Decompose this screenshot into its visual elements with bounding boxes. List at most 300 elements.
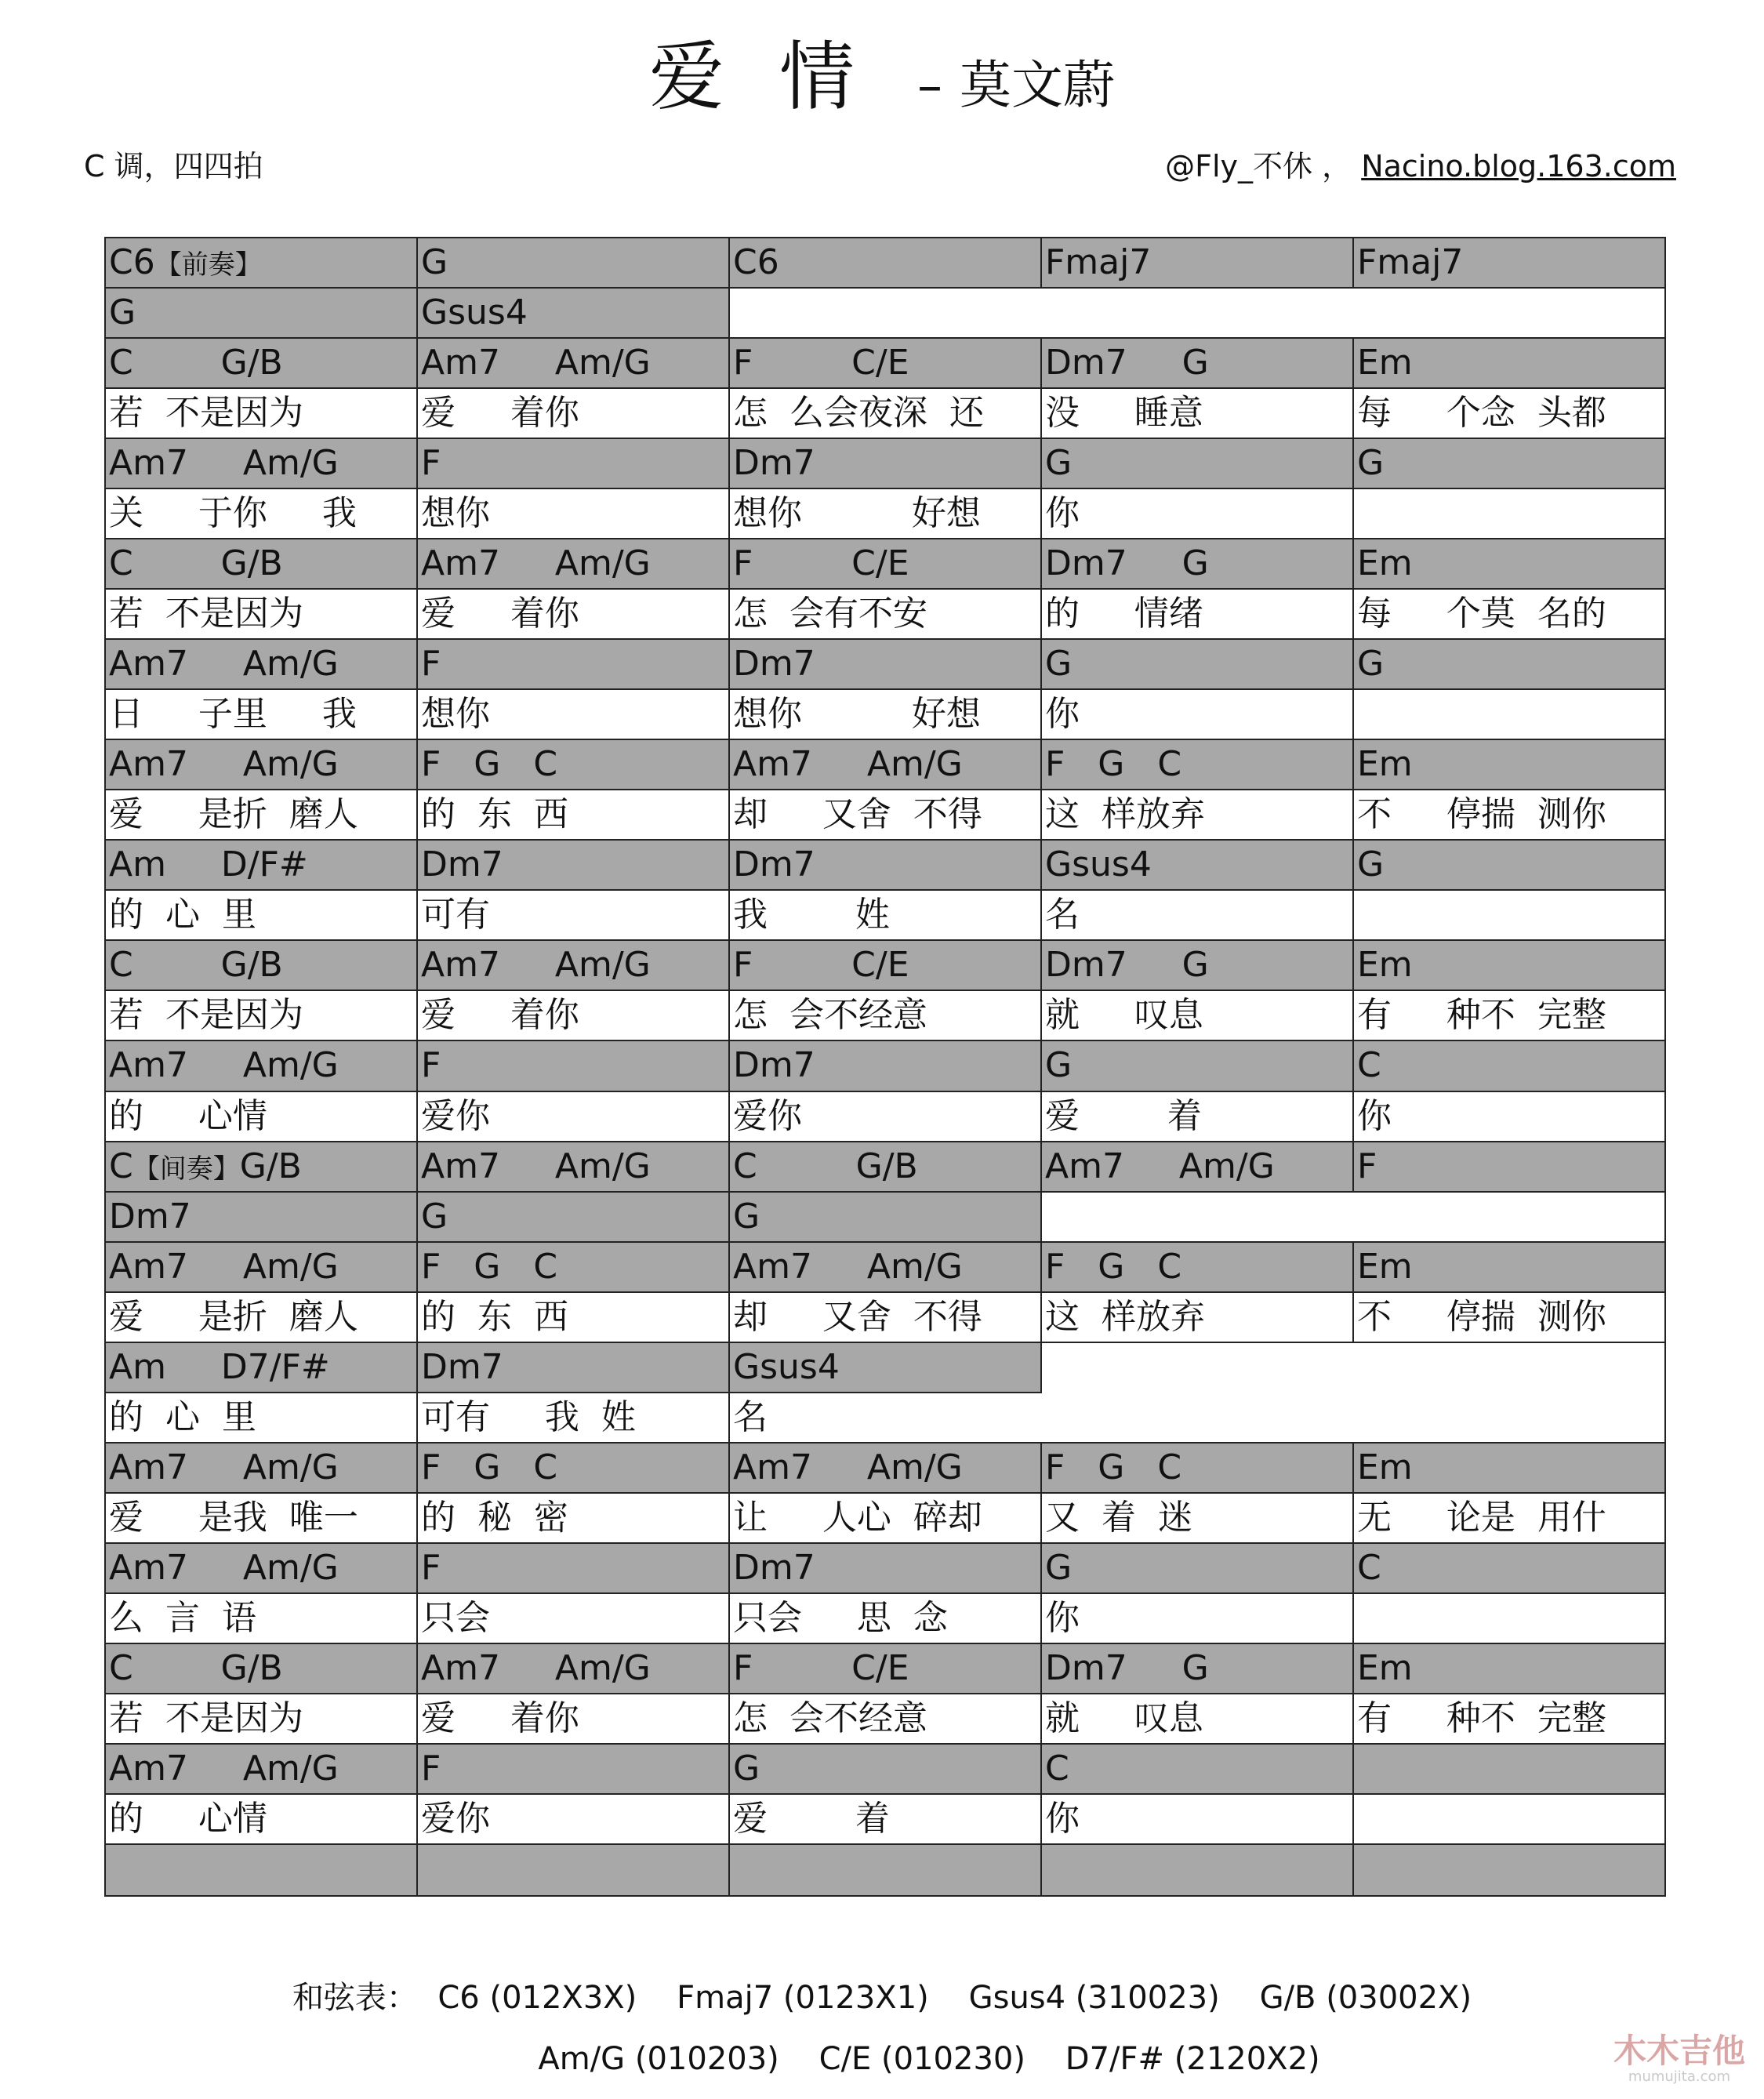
lyric-text: 若 不是因为 <box>109 393 303 434</box>
lyric-cell <box>730 489 1042 539</box>
lyric-text: 只会 思 念 <box>733 1597 948 1638</box>
chord-table-line-1: 和弦表： C6 (012X3X) Fmaj7 (0123X1) Gsus4 (310023) G/B (03002X) <box>292 1980 1472 2016</box>
lyric-text: 没 睡意 <box>1045 393 1203 434</box>
sheet-row <box>106 1343 1664 1393</box>
lyric-cell <box>730 991 1042 1041</box>
chord-cell <box>418 238 730 289</box>
chord-name: G/B <box>239 1146 302 1186</box>
sheet-row <box>106 539 1664 590</box>
lyric-text: 你 <box>1045 694 1080 735</box>
sheet-row <box>106 841 1664 891</box>
chord-cell <box>106 1444 418 1494</box>
lyric-cell <box>1042 1795 1354 1845</box>
lyric-text: 么 言 语 <box>109 1597 256 1638</box>
lyric-cell <box>418 1494 730 1544</box>
lyric-cell <box>1042 1694 1354 1745</box>
chord-cell <box>1042 439 1354 489</box>
lyric-text: 只会 <box>421 1597 490 1638</box>
chord-name: Am7 Am/G <box>109 744 339 785</box>
chord-cell <box>730 1142 1042 1193</box>
lyric-text: 怎 会不经意 <box>733 1698 927 1738</box>
lyric-cell <box>1354 1795 1664 1845</box>
artist-name: 莫文蔚 <box>960 55 1115 115</box>
chord-cell <box>730 1041 1042 1091</box>
sheet-row <box>106 238 1664 289</box>
lyric-text: 爱 着 <box>733 1798 890 1839</box>
lyric-cell <box>1354 1092 1664 1142</box>
chord-cell <box>730 439 1042 489</box>
lyric-cell <box>106 1293 418 1343</box>
sheet-row <box>106 1293 1664 1343</box>
lyric-text: 你 <box>1045 1798 1080 1839</box>
lyric-cell <box>106 1594 418 1644</box>
chord-cell <box>730 740 1042 790</box>
lyric-cell <box>418 1393 730 1444</box>
chord-name: F G C <box>1045 1447 1182 1487</box>
chord-cell <box>1042 941 1354 991</box>
chord-name: Am7 Am/G <box>733 1246 963 1287</box>
lyric-text: 却 又舍 不得 <box>733 794 982 835</box>
chord-cell <box>1354 1745 1664 1795</box>
lyric-cell <box>106 690 418 740</box>
chord-name: G <box>1357 644 1385 685</box>
chord-name: G <box>733 1748 760 1789</box>
sheet-row <box>106 1494 1664 1544</box>
section-tag: 【间奏】 <box>132 1153 240 1185</box>
chord-name: G <box>1045 1547 1073 1588</box>
chord-name: Fmaj7 <box>1357 242 1464 282</box>
lyric-cell <box>1042 991 1354 1041</box>
sheet-row <box>106 1745 1664 1795</box>
lyric-text: 无 论是 用什 <box>1357 1497 1606 1538</box>
lyric-text: 爱你 <box>421 1798 490 1839</box>
lyric-text: 你 <box>1357 1095 1392 1136</box>
chord-cell <box>1042 1243 1354 1293</box>
chord-cell <box>1042 1745 1354 1795</box>
chord-name: Am7 Am/G <box>421 1647 651 1688</box>
chord-name: Gsus4 <box>1045 844 1152 885</box>
chord-name: Em <box>1357 343 1413 383</box>
chord-cell <box>418 740 730 790</box>
lyric-cell <box>1354 690 1664 740</box>
lyric-text: 怎 么会夜深 还 <box>733 393 984 434</box>
chord-name: Gsus4 <box>733 1346 840 1387</box>
lyric-cell <box>730 289 1664 339</box>
watermark-logo <box>1613 2033 1745 2085</box>
lyric-text: 爱 着 <box>1045 1095 1202 1136</box>
chord-name: Em <box>1357 1447 1413 1487</box>
chord-cell <box>1042 238 1354 289</box>
chord-name: Dm7 G <box>1045 543 1209 584</box>
chord-name: Am7 Am/G <box>109 443 339 484</box>
lyric-cell <box>1354 991 1664 1041</box>
chord-name: G <box>733 1196 760 1237</box>
sheet-row <box>106 439 1664 489</box>
chord-cell <box>730 1444 1042 1494</box>
chord-cell <box>1042 1444 1354 1494</box>
chord-name: G <box>1357 443 1385 484</box>
chord-cell <box>1354 539 1664 590</box>
lyric-text: 又 着 迷 <box>1045 1497 1192 1538</box>
chord-cell <box>418 941 730 991</box>
chord-cell <box>106 841 418 891</box>
lyric-cell <box>418 690 730 740</box>
lyric-text: 你 <box>1045 1597 1080 1638</box>
chord-name: F G C <box>1045 744 1182 785</box>
chord-cell <box>106 238 418 289</box>
lyric-cell <box>418 389 730 439</box>
lyric-cell <box>1042 590 1354 640</box>
chord-cell <box>418 1644 730 1694</box>
chord-cell <box>730 640 1042 690</box>
lyric-text: 怎 会不经意 <box>733 995 927 1036</box>
lyric-cell <box>418 891 730 941</box>
chord-name: G <box>1045 644 1073 685</box>
lyric-cell <box>1354 1494 1664 1544</box>
lyric-text: 的 心 里 <box>109 1396 256 1437</box>
chord-cell <box>106 539 418 590</box>
chord-name: Am7 Am/G <box>109 1547 339 1588</box>
sheet-row <box>106 289 1664 339</box>
chord-name: Am7 Am/G <box>733 744 963 785</box>
lyric-cell <box>418 590 730 640</box>
chord-cell <box>1354 941 1664 991</box>
chord-cell <box>106 1243 418 1293</box>
chord-cell <box>106 439 418 489</box>
lyric-cell <box>106 1494 418 1544</box>
lyric-cell <box>730 1694 1042 1745</box>
chord-name: Am7 Am/G <box>109 1045 339 1086</box>
chord-name: Dm7 <box>733 844 815 885</box>
lyric-cell <box>730 1594 1042 1644</box>
chord-cell <box>1354 238 1664 289</box>
lyric-text: 却 又舍 不得 <box>733 1296 982 1337</box>
chord-name: Dm7 <box>421 1346 503 1387</box>
lyric-text: 怎 会有不安 <box>733 594 927 634</box>
chord-name: Fmaj7 <box>1045 242 1152 282</box>
chord-cell <box>418 1544 730 1594</box>
lyric-text: 爱 着你 <box>421 594 579 634</box>
lyric-text: 有 种不 完整 <box>1357 1698 1606 1738</box>
chord-cell <box>418 339 730 389</box>
chord-cell <box>730 238 1042 289</box>
chord-name: C <box>1357 1045 1381 1086</box>
lyric-cell <box>418 1092 730 1142</box>
chord-cell <box>418 640 730 690</box>
lyric-cell <box>1354 1594 1664 1644</box>
lyric-cell <box>1354 891 1664 941</box>
chord-cell <box>730 1544 1042 1594</box>
lyric-cell <box>1042 1343 1664 1444</box>
key-time-signature: C 调，四四拍 <box>84 149 263 183</box>
chord-name: Em <box>1357 945 1413 986</box>
chord-name: Am7 Am/G <box>109 1748 339 1789</box>
chord-cell <box>1042 841 1354 891</box>
chord-name: C <box>109 1146 133 1186</box>
chord-cell <box>1042 1644 1354 1694</box>
chord-cell <box>730 339 1042 389</box>
lyric-cell <box>1042 1494 1354 1544</box>
chord-cell <box>1354 1544 1664 1594</box>
lyric-cell <box>730 1293 1042 1343</box>
lyric-cell <box>730 790 1042 841</box>
lyric-text: 不 停揣 测你 <box>1357 794 1606 835</box>
author-name: @Fly_不休 ， <box>1165 149 1352 183</box>
chord-name: G <box>421 1196 448 1237</box>
chord-name: C6 <box>733 242 779 282</box>
chord-name: C G/B <box>109 543 283 584</box>
author-site-link[interactable]: Nacino.blog.163.com <box>1361 149 1676 183</box>
chord-name: F G C <box>421 744 558 785</box>
chord-cell <box>106 289 418 339</box>
chord-name: Dm7 G <box>1045 1647 1209 1688</box>
chord-name: Am D/F# <box>109 844 308 885</box>
lyric-text: 这 样放弃 <box>1045 1296 1205 1337</box>
chord-name: F C/E <box>733 543 909 584</box>
title-dash: – <box>917 57 942 115</box>
lyric-cell <box>730 690 1042 740</box>
chord-cell <box>1354 1041 1664 1091</box>
chord-cell <box>418 539 730 590</box>
chord-name: Am D7/F# <box>109 1346 330 1387</box>
sheet-row <box>106 790 1664 841</box>
lyric-cell <box>1042 1594 1354 1644</box>
lyric-text: 若 不是因为 <box>109 995 303 1036</box>
lyric-cell <box>106 1393 418 1444</box>
sheet-row <box>106 690 1664 740</box>
lyric-text: 爱你 <box>421 1095 490 1136</box>
chord-name: Am7 Am/G <box>421 945 651 986</box>
chord-cell <box>418 1243 730 1293</box>
chord-cell <box>730 1745 1042 1795</box>
chord-cell <box>1354 1644 1664 1694</box>
sheet-row <box>106 389 1664 439</box>
lyric-text: 可有 我 姓 <box>421 1396 636 1437</box>
chord-name: F <box>421 1748 441 1789</box>
chord-cell <box>1042 1845 1354 1895</box>
chord-cell <box>106 1544 418 1594</box>
lyric-text: 若 不是因为 <box>109 594 303 634</box>
lyric-cell <box>106 991 418 1041</box>
chord-name: F <box>421 644 441 685</box>
sheet-row <box>106 640 1664 690</box>
chord-name: Dm7 <box>733 1547 815 1588</box>
chord-name: C <box>1357 1547 1381 1588</box>
lyric-text: 名 <box>733 1396 768 1437</box>
chord-cell <box>1354 841 1664 891</box>
lyric-text: 我 姓 <box>733 895 890 935</box>
chord-name: Am7 Am/G <box>109 1447 339 1487</box>
chord-cell <box>730 1845 1042 1895</box>
chord-cell <box>106 1343 418 1393</box>
chord-name: Dm7 <box>733 1045 815 1086</box>
sheet-row <box>106 1142 1664 1193</box>
chord-cell <box>1354 1142 1664 1193</box>
lyric-cell <box>1354 1694 1664 1745</box>
chord-cell <box>1354 740 1664 790</box>
chord-name: Am7 Am/G <box>109 644 339 685</box>
sheet-row <box>106 1193 1664 1243</box>
lyric-cell <box>1354 489 1664 539</box>
chord-name: C G/B <box>109 343 283 383</box>
lyric-cell <box>106 1795 418 1845</box>
lyric-text: 的 秘 密 <box>421 1497 568 1538</box>
chord-cell <box>418 1444 730 1494</box>
sheet-row <box>106 590 1664 640</box>
chord-name: Gsus4 <box>421 292 528 333</box>
chord-name: Em <box>1357 543 1413 584</box>
lyric-text: 可有 <box>421 895 490 935</box>
chord-cell <box>730 1243 1042 1293</box>
chord-name: Am7 Am/G <box>421 1146 651 1186</box>
lyric-text: 你 <box>1045 493 1080 534</box>
sheet-row <box>106 1694 1664 1745</box>
lyric-cell <box>106 389 418 439</box>
chord-cell <box>418 289 730 339</box>
sheet-row <box>106 1041 1664 1091</box>
watermark-sub: mumujita.com <box>1628 2068 1731 2085</box>
sheet-row <box>106 1594 1664 1644</box>
chord-name: F C/E <box>733 1647 909 1688</box>
chord-cell <box>418 1193 730 1243</box>
lyric-text: 每 个莫 名的 <box>1357 594 1606 634</box>
chord-cell <box>1042 1142 1354 1193</box>
lyric-text: 就 叹息 <box>1045 995 1203 1036</box>
lyric-cell <box>730 1393 1042 1444</box>
lyric-text: 爱 是折 磨人 <box>109 1296 358 1337</box>
lyric-cell <box>1042 891 1354 941</box>
lyric-cell <box>1354 790 1664 841</box>
chord-cell <box>106 740 418 790</box>
chord-cell <box>418 1845 730 1895</box>
sheet-row <box>106 489 1664 539</box>
chord-name: Am7 Am/G <box>421 343 651 383</box>
song-title-line <box>0 30 1764 133</box>
lyric-cell <box>1042 790 1354 841</box>
lyric-cell <box>418 1694 730 1745</box>
lyric-cell <box>730 1795 1042 1845</box>
chord-cell <box>1042 339 1354 389</box>
sheet-row <box>106 891 1664 941</box>
sheet-row <box>106 991 1664 1041</box>
sheet-row <box>106 1092 1664 1142</box>
chord-name: C G/B <box>109 1647 283 1688</box>
lyric-cell <box>1354 590 1664 640</box>
lyric-cell <box>106 1092 418 1142</box>
chord-name: Em <box>1357 744 1413 785</box>
chord-name: G <box>421 242 448 282</box>
lyric-text: 关 于你 我 <box>109 493 357 534</box>
lyric-text: 不 停揣 测你 <box>1357 1296 1606 1337</box>
chord-cell <box>1354 1444 1664 1494</box>
sheet-row <box>106 1243 1664 1293</box>
lyric-cell <box>418 991 730 1041</box>
sheet-row <box>106 1795 1664 1845</box>
chord-cell <box>1354 439 1664 489</box>
sheet-row <box>106 339 1664 389</box>
lyric-cell <box>106 1694 418 1745</box>
chord-name: Dm7 G <box>1045 343 1209 383</box>
chord-cell <box>1042 640 1354 690</box>
lyric-text: 的 东 西 <box>421 794 568 835</box>
lyric-text: 想你 好想 <box>733 694 981 735</box>
chord-name: C G/B <box>109 945 283 986</box>
lyric-text: 爱 着你 <box>421 995 579 1036</box>
chord-name: Em <box>1357 1246 1413 1287</box>
chord-cell <box>418 1343 730 1393</box>
lyric-text: 的 心情 <box>109 1095 267 1136</box>
chord-cell <box>106 1644 418 1694</box>
lyric-cell <box>1042 1293 1354 1343</box>
lyric-text: 爱你 <box>733 1095 802 1136</box>
lyric-text: 日 子里 我 <box>109 694 357 735</box>
lyric-cell <box>730 1092 1042 1142</box>
chord-name: F <box>421 1547 441 1588</box>
chord-name: Em <box>1357 1647 1413 1688</box>
lyric-cell <box>730 891 1042 941</box>
lyric-text: 爱 着你 <box>421 1698 579 1738</box>
song-title: 爱情 <box>649 33 909 121</box>
lyric-text: 想你 <box>421 694 490 735</box>
lyric-cell <box>1042 389 1354 439</box>
sheet-row <box>106 1845 1664 1895</box>
lyric-text: 想你 好想 <box>733 493 981 534</box>
lyric-text: 爱 是我 唯一 <box>109 1497 358 1538</box>
chord-cell <box>106 1745 418 1795</box>
lyric-text: 想你 <box>421 493 490 534</box>
lyric-cell <box>730 590 1042 640</box>
chord-name: Dm7 <box>109 1196 191 1237</box>
lyric-cell <box>730 389 1042 439</box>
lyric-cell <box>418 1795 730 1845</box>
lyric-text: 的 东 西 <box>421 1296 568 1337</box>
lyric-text: 的 心 里 <box>109 895 256 935</box>
chord-name: C6 <box>109 242 155 282</box>
lyric-cell <box>1042 1092 1354 1142</box>
chord-cell <box>1354 1243 1664 1293</box>
lyric-cell <box>106 790 418 841</box>
author-credit <box>1165 146 1676 187</box>
chord-cell <box>1042 1544 1354 1594</box>
lyric-cell <box>1042 690 1354 740</box>
chord-cell <box>418 841 730 891</box>
chord-name: G <box>109 292 136 333</box>
chord-name: G <box>1045 1045 1073 1086</box>
chord-name: Dm7 <box>421 844 503 885</box>
lyric-text: 有 种不 完整 <box>1357 995 1606 1036</box>
lyric-text: 的 情绪 <box>1045 594 1203 634</box>
chord-name: Am7 Am/G <box>733 1447 963 1487</box>
chord-cell <box>730 1644 1042 1694</box>
chord-name: C G/B <box>733 1146 918 1186</box>
chord-cell <box>730 1193 1042 1243</box>
chord-cell <box>730 1343 1042 1393</box>
sheet-row <box>106 941 1664 991</box>
chord-cell <box>418 1745 730 1795</box>
chord-name: F G C <box>421 1447 558 1487</box>
chord-cell <box>730 841 1042 891</box>
chord-cell <box>418 439 730 489</box>
chord-cell <box>106 1041 418 1091</box>
lyric-text: 的 心情 <box>109 1798 267 1839</box>
chord-cell <box>106 941 418 991</box>
chord-cell <box>106 1845 418 1895</box>
lyric-cell <box>1354 1293 1664 1343</box>
chord-cell <box>106 640 418 690</box>
lyric-text: 若 不是因为 <box>109 1698 303 1738</box>
chord-name: F G C <box>1045 1246 1182 1287</box>
lyric-cell <box>1354 389 1664 439</box>
